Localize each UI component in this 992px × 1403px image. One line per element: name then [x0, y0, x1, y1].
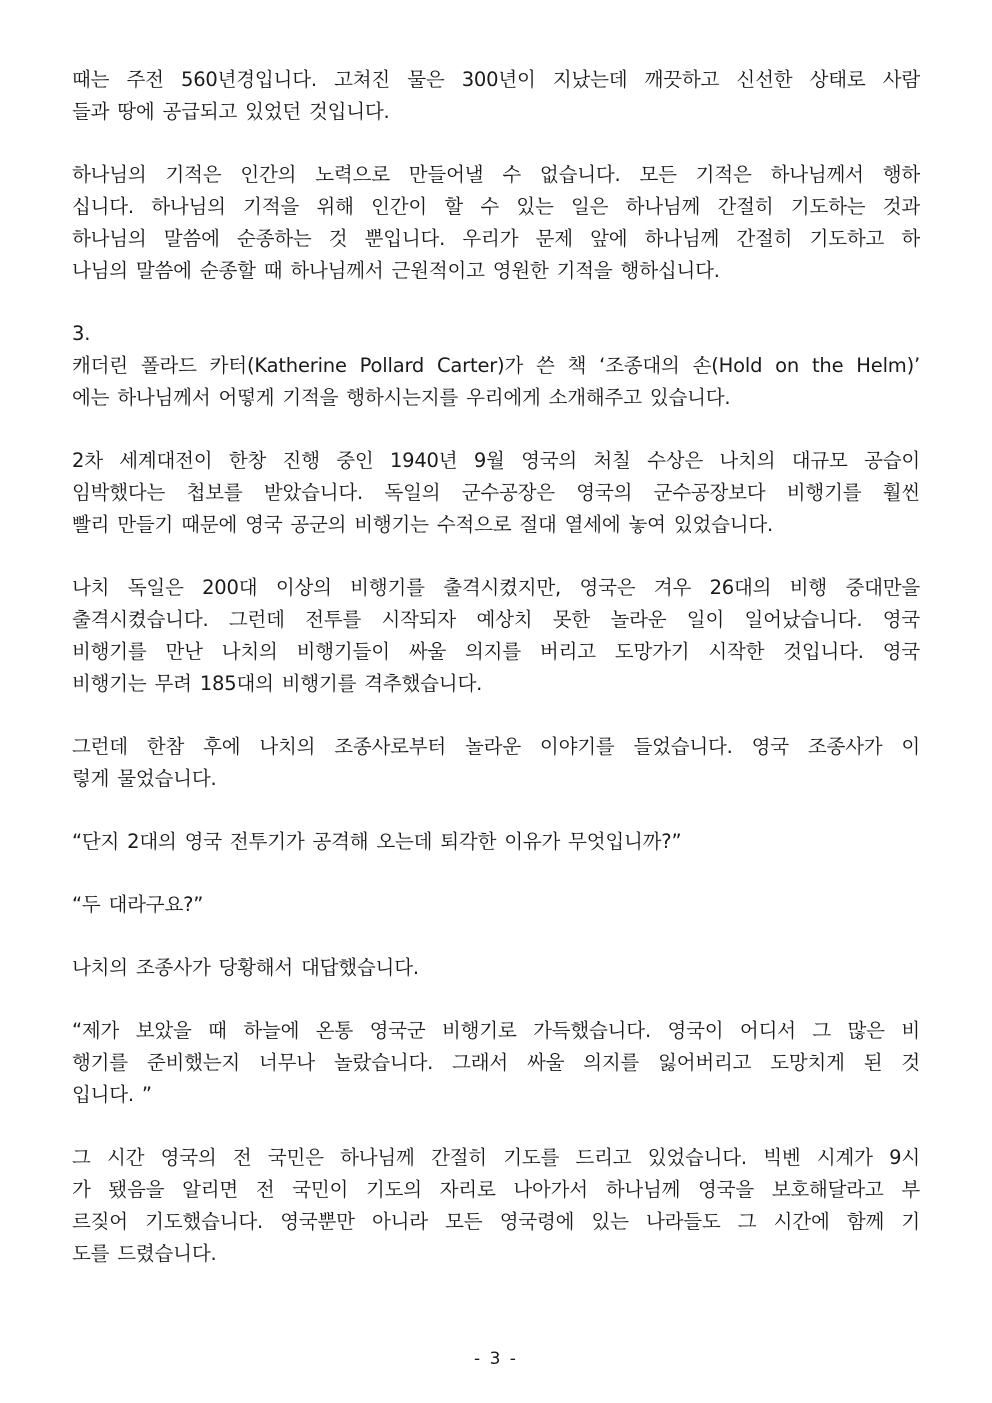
- section-number: 3.: [72, 322, 91, 345]
- paragraph-8: [72, 889, 920, 921]
- text-line: 하나님의 기적은 인간의 노력으로 만들어낼 수 없습니다. 모든 기적은 하나님께서 행하: [72, 163, 920, 186]
- paragraph-11: [72, 1142, 920, 1270]
- paragraph-1: [72, 64, 920, 128]
- text-line: 나치 독일은 200대 이상의 비행기를 출격시켰지만, 영국은 겨우 26대의 비행 중대만을: [72, 576, 920, 599]
- text-line: 그 시간 영국의 전 국민은 하나님께 간절히 기도를 드리고 있었습니다. 빅벤 시계가 9시: [72, 1146, 920, 1169]
- text-line: “제가 보았을 때 하늘에 온통 영국군 비행기로 가득했습니다. 영국이 어디서 그 많은 비: [72, 1019, 920, 1042]
- text-line: 행기를 준비했는지 너무나 놀랐습니다. 그래서 싸울 의지를 잃어버리고 도망치게 된 것: [72, 1051, 920, 1074]
- text-line: 빨리 만들기 때문에 영국 공군의 비행기는 수적으로 절대 열세에 놓여 있었습니다.: [72, 513, 774, 536]
- text-line: 입니다. ”: [72, 1083, 152, 1106]
- text-line: 나치의 조종사가 당황해서 대답했습니다.: [72, 956, 419, 979]
- paragraph-10: [72, 1015, 920, 1111]
- text-line: “두 대라구요?”: [72, 893, 204, 916]
- text-line: 들과 땅에 공급되고 있었던 것입니다.: [72, 100, 390, 123]
- paragraph-2: [72, 159, 920, 287]
- text-line: 도를 드렸습니다.: [72, 1242, 217, 1265]
- text-line: 비행기를 만난 나치의 비행기들이 싸울 의지를 버리고 도망가기 시작한 것입니다. 영국: [72, 640, 920, 663]
- paragraph-9: [72, 952, 920, 984]
- text-line: 하나님의 말씀에 순종하는 것 뿐입니다. 우리가 문제 앞에 하나님께 간절히 기도하고 하: [72, 227, 920, 250]
- text-line: 2차 세계대전이 한창 진행 중인 1940년 9월 영국의 처칠 수상은 나치의 대규모 공습이: [72, 449, 920, 472]
- text-line: 임박했다는 첩보를 받았습니다. 독일의 군수공장은 영국의 군수공장보다 비행기를 훨씬: [72, 481, 920, 504]
- paragraph-5: [72, 572, 920, 700]
- text-line: 십니다. 하나님의 기적을 위해 인간이 할 수 있는 일은 하나님께 간절히 기도하는 것과: [72, 195, 920, 218]
- text-line: 캐더린 폴라드 카터(Katherine Pollard Carter)가 쓴 책 ‘조종대의 손(Hold on the Helm)’: [72, 354, 920, 377]
- text-line: 출격시켰습니다. 그런데 전투를 시작되자 예상치 못한 놀라운 일이 일어났습니다. 영국: [72, 608, 920, 631]
- document-body: [72, 64, 920, 1301]
- text-line: 그런데 한참 후에 나치의 조종사로부터 놀라운 이야기를 들었습니다. 영국 조종사가 이: [72, 735, 920, 758]
- text-line: 비행기는 무려 185대의 비행기를 격추했습니다.: [72, 672, 483, 695]
- paragraph-7: [72, 826, 920, 858]
- paragraph-4: [72, 445, 920, 541]
- paragraph-6: [72, 731, 920, 795]
- text-line: 가 됐음을 알리면 전 국민이 기도의 자리로 나아가서 하나님께 영국을 보호해달라고 부: [72, 1178, 920, 1201]
- text-line: 에는 하나님께서 어떻게 기적을 행하시는지를 우리에게 소개해주고 있습니다.: [72, 386, 731, 409]
- paragraph-3: [72, 318, 920, 414]
- text-line: 렇게 물었습니다.: [72, 767, 217, 790]
- page-number: - 3 -: [474, 1349, 518, 1369]
- text-line: 르짖어 기도했습니다. 영국뿐만 아니라 모든 영국령에 있는 나라들도 그 시간에 함께 기: [72, 1210, 920, 1233]
- text-line: 때는 주전 560년경입니다. 고쳐진 물은 300년이 지났는데 깨끗하고 신선한 상태로 사람: [72, 68, 920, 91]
- text-line: 나님의 말씀에 순종할 때 하나님께서 근원적이고 영원한 기적을 행하십니다.: [72, 259, 720, 282]
- text-line: “단지 2대의 영국 전투기가 공격해 오는데 퇴각한 이유가 무엇입니까?”: [72, 830, 682, 853]
